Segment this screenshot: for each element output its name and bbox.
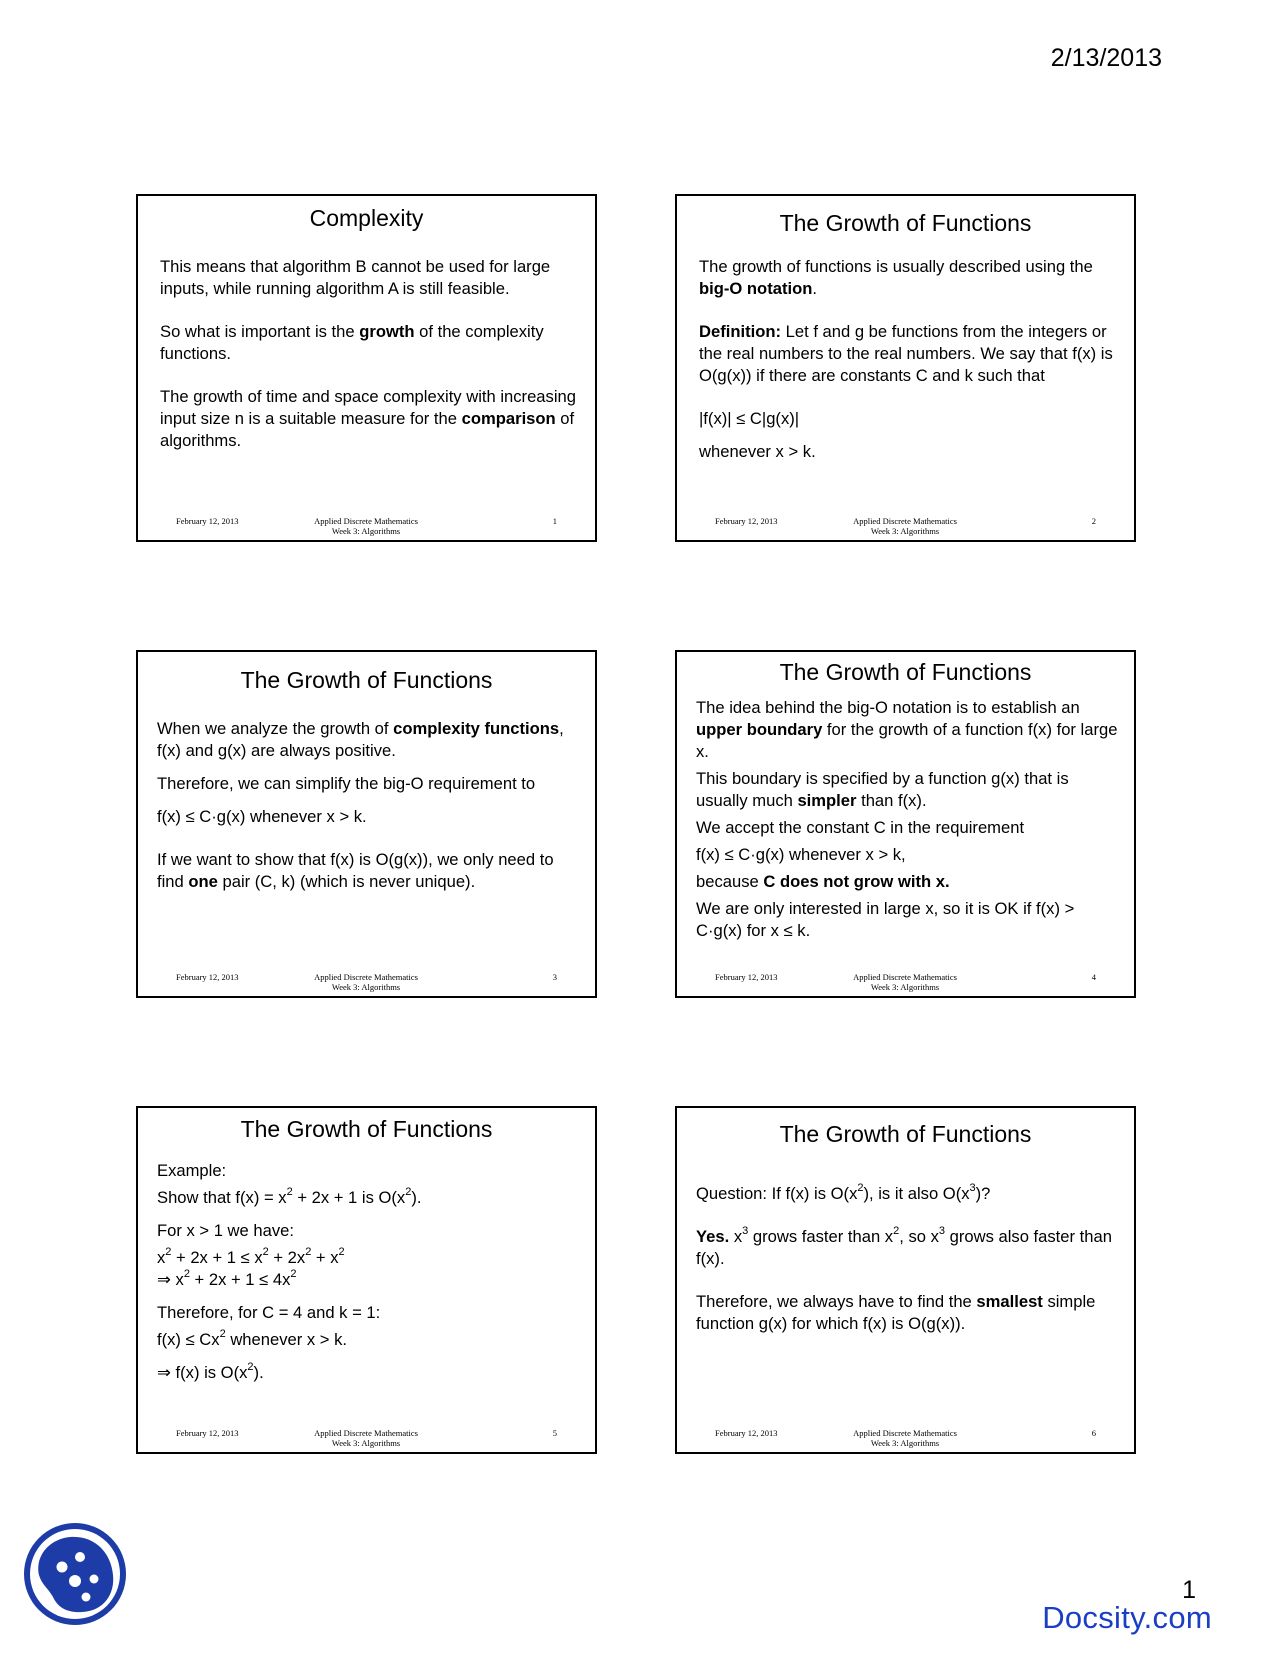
- text-run: , f(x) and g(x) are always positive.: [157, 719, 564, 760]
- text-run: Example:: [157, 1161, 227, 1180]
- text-run: The idea behind the big-O notation is to establish an: [696, 698, 1080, 717]
- slide-number: 6: [1091, 1428, 1096, 1438]
- text-run: Question: If f(x) is O(x: [696, 1184, 858, 1203]
- footer-course-title: Applied Discrete Mathematics: [853, 516, 957, 526]
- superscript: 2: [338, 1246, 345, 1259]
- slide-title: Complexity: [309, 205, 424, 231]
- text-run: ⇒ x: [157, 1270, 184, 1289]
- slide-paragraph: [696, 1183, 1118, 1205]
- footer-course-week: Week 3: Algorithms: [870, 1438, 940, 1448]
- slide-body: [157, 718, 579, 914]
- bold-text: comparison: [461, 409, 556, 428]
- slide-footer: [138, 1426, 595, 1448]
- text-run: because: [696, 872, 764, 891]
- slide-paragraph: [160, 386, 579, 452]
- superscript: 2: [247, 1361, 254, 1374]
- text-run: The growth of time and space complexity with increasing input size n is a suitable measure for the: [160, 387, 576, 428]
- text-run: Let f and g be functions from the integers or the real numbers to the real numbers. We say that f(x) is O(g(x)) if there are constants C and k such that: [699, 322, 1113, 385]
- slide-paragraph: [157, 773, 579, 795]
- slide-number: 1: [552, 516, 557, 526]
- slide-paragraph: [157, 1302, 579, 1324]
- slide-title: The Growth of Functions: [240, 1116, 493, 1142]
- text-run: + x: [311, 1248, 339, 1267]
- bold-text: smallest: [976, 1292, 1043, 1311]
- bold-text: growth: [359, 322, 415, 341]
- slide-paragraph: [160, 321, 579, 365]
- footer-date: February 12, 2013: [715, 972, 778, 982]
- slide-paragraph: [696, 817, 1122, 839]
- text-run: + 2x + 1 ≤ 4x: [189, 1270, 291, 1289]
- text-run: of algorithms.: [160, 409, 575, 450]
- footer-course-title: Applied Discrete Mathematics: [853, 972, 957, 982]
- text-run: So what is important is the: [160, 322, 360, 341]
- slide-footer: [677, 1426, 1134, 1448]
- footer-date: February 12, 2013: [176, 972, 239, 982]
- slide-paragraph: [696, 871, 1122, 893]
- text-run: grows faster than x: [748, 1227, 894, 1246]
- slide-3: [136, 650, 597, 998]
- text-run: + 2x: [268, 1248, 306, 1267]
- footer-date: February 12, 2013: [176, 516, 239, 526]
- slide-paragraph: [699, 408, 1118, 430]
- slide-body: [696, 697, 1122, 963]
- slide-number: 4: [1091, 972, 1096, 982]
- text-run: simple function g(x) for which f(x) is O(g(x)).: [696, 1292, 1096, 1333]
- slide-paragraph: [696, 1291, 1118, 1335]
- slide-body: [160, 256, 579, 473]
- slide-paragraph: [699, 321, 1118, 387]
- text-run: If we want to show that f(x) is O(g(x)), we only need to find: [157, 850, 554, 891]
- slide-paragraph: [157, 1362, 579, 1384]
- slide-body: [696, 1183, 1118, 1356]
- text-run: , so x: [899, 1227, 939, 1246]
- text-run: When we analyze the growth of: [157, 719, 394, 738]
- superscript: 2: [290, 1268, 297, 1281]
- text-run: f(x) ≤ C·g(x) whenever x > k,: [696, 845, 906, 864]
- slide-number: 2: [1091, 516, 1096, 526]
- superscript: 2: [893, 1225, 900, 1238]
- slide-paragraph: [157, 1187, 579, 1209]
- docsity-link[interactable]: Docsity.com: [1042, 1600, 1212, 1635]
- slide-4: [675, 650, 1136, 998]
- text-run: x: [729, 1227, 743, 1246]
- footer-date: February 12, 2013: [715, 1428, 778, 1438]
- bold-text: simpler: [797, 791, 857, 810]
- footer-course-week: Week 3: Algorithms: [870, 526, 940, 536]
- text-run: whenever x > k.: [699, 442, 816, 461]
- slide-paragraph: [157, 718, 579, 762]
- slide-paragraph: [157, 849, 579, 893]
- page-number: 1: [1182, 1576, 1196, 1604]
- slide-paragraph: [696, 697, 1122, 763]
- slide-title: The Growth of Functions: [779, 659, 1032, 685]
- text-run: Show that f(x) = x: [157, 1188, 287, 1207]
- docsity-logo-icon[interactable]: [20, 1519, 130, 1629]
- text-run: grows also faster than f(x).: [696, 1227, 1112, 1268]
- slide-paragraph: [699, 256, 1118, 300]
- text-run: .: [812, 279, 817, 298]
- footer-course-title: Applied Discrete Mathematics: [314, 972, 418, 982]
- superscript: 2: [183, 1268, 190, 1281]
- text-run: than f(x).: [856, 791, 927, 810]
- bold-text: C does not grow with x.: [763, 872, 950, 891]
- superscript: 3: [742, 1225, 749, 1238]
- bold-text: upper boundary: [696, 720, 823, 739]
- slide-title: The Growth of Functions: [240, 667, 493, 693]
- footer-course-week: Week 3: Algorithms: [331, 982, 401, 992]
- footer-course-week: Week 3: Algorithms: [870, 982, 940, 992]
- text-run: pair (C, k) (which is never unique).: [217, 872, 476, 891]
- superscript: 3: [938, 1225, 945, 1238]
- text-run: Therefore, for C = 4 and k = 1:: [157, 1303, 381, 1322]
- footer-course-title: Applied Discrete Mathematics: [853, 1428, 957, 1438]
- text-run: ⇒ f(x) is O(x: [157, 1363, 248, 1382]
- slide-paragraph: [160, 256, 579, 300]
- footer-course-title: Applied Discrete Mathematics: [314, 1428, 418, 1438]
- slide-paragraph: [696, 1226, 1118, 1270]
- footer-course: [306, 516, 426, 536]
- slide-1: [136, 194, 597, 542]
- footer-course-week: Week 3: Algorithms: [331, 1438, 401, 1448]
- text-run: ).: [253, 1363, 264, 1382]
- slide-paragraph: [157, 1220, 579, 1242]
- slide-title: The Growth of Functions: [779, 1121, 1032, 1147]
- text-run: We are only interested in large x, so it is OK if f(x) > C·g(x) for x ≤ k.: [696, 899, 1075, 940]
- text-run: f(x) ≤ Cx: [157, 1330, 220, 1349]
- slide-title: The Growth of Functions: [779, 210, 1032, 236]
- bold-text: big-O notation: [699, 279, 813, 298]
- superscript: 2: [405, 1186, 412, 1199]
- slide-paragraph: [696, 844, 1122, 866]
- slide-paragraph: [157, 1247, 579, 1291]
- text-run: + 2x + 1 is O(x: [292, 1188, 406, 1207]
- text-run: |f(x)| ≤ C|g(x)|: [699, 409, 800, 428]
- bold-text: Definition:: [699, 322, 782, 341]
- text-run: of the complexity functions.: [160, 322, 544, 363]
- slide-footer: [677, 970, 1134, 992]
- text-run: This boundary is specified by a function g(x) that is usually much: [696, 769, 1069, 810]
- text-run: We accept the constant C in the requirement: [696, 818, 1025, 837]
- slide-2: [675, 194, 1136, 542]
- superscript: 3: [969, 1182, 976, 1195]
- text-run: ).: [411, 1188, 422, 1207]
- text-run: This means that algorithm B cannot be used for large inputs, while running algorithm A is still feasible.: [160, 257, 551, 298]
- slide-body: [157, 1160, 579, 1405]
- slide-paragraph: [696, 768, 1122, 812]
- text-run: )?: [975, 1184, 991, 1203]
- page-date: 2/13/2013: [1050, 44, 1162, 72]
- bold-text: complexity functions: [393, 719, 560, 738]
- superscript: 2: [219, 1328, 226, 1341]
- footer-date: February 12, 2013: [715, 516, 778, 526]
- slide-number: 5: [552, 1428, 557, 1438]
- text-run: x: [157, 1248, 166, 1267]
- text-run: The growth of functions is usually described using the: [699, 257, 1093, 276]
- slide-paragraph: [157, 806, 579, 828]
- superscript: 2: [305, 1246, 312, 1259]
- footer-date: February 12, 2013: [176, 1428, 239, 1438]
- text-run: ), is it also O(x: [863, 1184, 970, 1203]
- superscript: 2: [262, 1246, 269, 1259]
- text-run: f(x) ≤ C·g(x) whenever x > k.: [157, 807, 367, 826]
- text-run: for the growth of a function f(x) for large x.: [696, 720, 1118, 761]
- slide-body: [699, 256, 1118, 484]
- text-run: For x > 1 we have:: [157, 1221, 294, 1240]
- slide-paragraph: [696, 898, 1122, 942]
- slide-paragraph: [157, 1160, 579, 1182]
- bold-text: one: [188, 872, 218, 891]
- superscript: 2: [857, 1182, 864, 1195]
- slide-paragraph: [157, 1329, 579, 1351]
- footer-course: [306, 1428, 426, 1448]
- superscript: 2: [286, 1186, 293, 1199]
- slide-footer: [138, 514, 595, 536]
- slide-number: 3: [552, 972, 557, 982]
- text-run: whenever x > k.: [225, 1330, 347, 1349]
- bold-text: Yes.: [696, 1227, 730, 1246]
- text-run: + 2x + 1 ≤ x: [171, 1248, 263, 1267]
- superscript: 2: [165, 1246, 172, 1259]
- slide-6: [675, 1106, 1136, 1454]
- text-run: Therefore, we can simplify the big-O requirement to: [157, 774, 536, 793]
- slide-5: [136, 1106, 597, 1454]
- footer-course-title: Applied Discrete Mathematics: [314, 516, 418, 526]
- footer-course-week: Week 3: Algorithms: [331, 526, 401, 536]
- slide-footer: [138, 970, 595, 992]
- footer-course: [845, 972, 965, 992]
- text-run: Therefore, we always have to find the: [696, 1292, 977, 1311]
- footer-course: [306, 972, 426, 992]
- slide-paragraph: [699, 441, 1118, 463]
- footer-course: [845, 1428, 965, 1448]
- footer-course: [845, 516, 965, 536]
- slide-footer: [677, 514, 1134, 536]
